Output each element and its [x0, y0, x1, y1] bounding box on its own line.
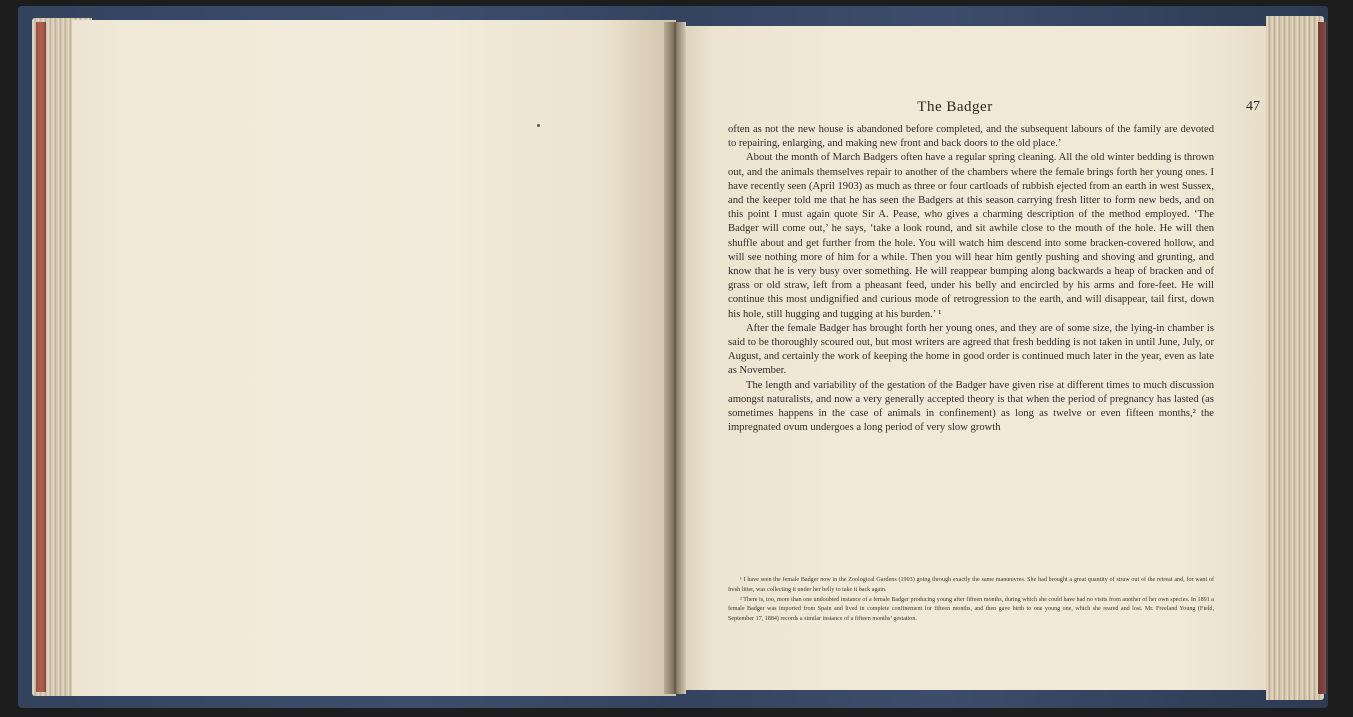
paragraph: often as not the new house is abandoned before completed, and the subsequent labours of the family are devoted to repairing, enlarging, and making new front and back doors to the old place.’ — [728, 124, 1214, 150]
book-gutter — [664, 22, 686, 694]
body-text — [728, 123, 1214, 435]
running-title: The Badger — [917, 99, 993, 115]
right-page-edges — [1266, 16, 1324, 700]
page-speck — [537, 124, 540, 127]
paragraph: After the female Badger has brought forth her young ones, and they are of some size, the lying-in chamber is said to be thoroughly scoured out, but most writers are agreed that fresh bedding is not taken in until June, July, or August, and certainly the work of keeping the home in good order is continued much later in the year, even as late as November. — [728, 322, 1214, 377]
footnotes — [728, 576, 1214, 625]
left-blank-page — [72, 20, 676, 696]
footnote: ¹ I have seen the female Badger now in the Zoological Gardens (1903) going through exactly the same manœuvres. She had brought a great quantity of straw out of the retreat and, for want of fresh litter, was collecting it under her belly to take it back again. — [728, 577, 1214, 593]
left-edge-stain — [36, 22, 46, 692]
right-edge-stain — [1318, 22, 1326, 694]
running-head — [700, 99, 1260, 117]
paragraph: The length and variability of the gestation of the Badger have given rise at different times to much discussion amongst naturalists, and now a very generally accepted theory is that when the period of pregnancy has lasted (as sometimes happens in the case of animals in confinement) as long as twelve or even fifteen months,² the impregnated ovum undergoes a long period of very slow growth — [728, 379, 1214, 434]
paragraph: About the month of March Badgers often have a regular spring cleaning. All the old winter bedding is thrown out, and the animals themselves repair to another of the chambers where the female brings forth her young ones. I have recently seen (April 1903) as much as three or four cartloads of rubbish ejected from an earth in west Sussex, and the keeper told me that he has seen the Badgers at this season carrying fresh litter to form new beds, and on this point I must again quote Sir A. Pease, who gives a charming description of the method employed. ‘The Badger will come out,’ he says, ‘take a look round, and sit awhile close to the mouth of the hole. He will then shuffle about and get further from the hole. You will watch him descend into some bracken-covered hollow, and will see nothing more of him for a while. Then you will hear him gently pushing and shoving and grunting, and know that he is very busy over something. He will reappear bumping along backwards a heap of bracken and of grass or old straw, left from a pheasant feed, under his belly and encircled by his arms and fore-feet. He will continue this most undignified and curious mode of retrogression to the earth, and will disappear, tail first, down his hole, still hugging and tugging at his burden.’ ¹ — [728, 152, 1214, 320]
footnote: ² There is, too, more than one undoubted instance of a female Badger producing young after fifteen months, during which she could have had no visits from another of her own species. In 1891 a female Badger was imported from Spain and lived in complete confinement for fifteen months, and then gave birth to one young one, which she reared and lost. Mr. Freeland Young (Field, September 17, 1884) records a similar instance of a fifteen months’ gestation. — [728, 596, 1214, 623]
page-number: 47 — [1246, 99, 1260, 114]
